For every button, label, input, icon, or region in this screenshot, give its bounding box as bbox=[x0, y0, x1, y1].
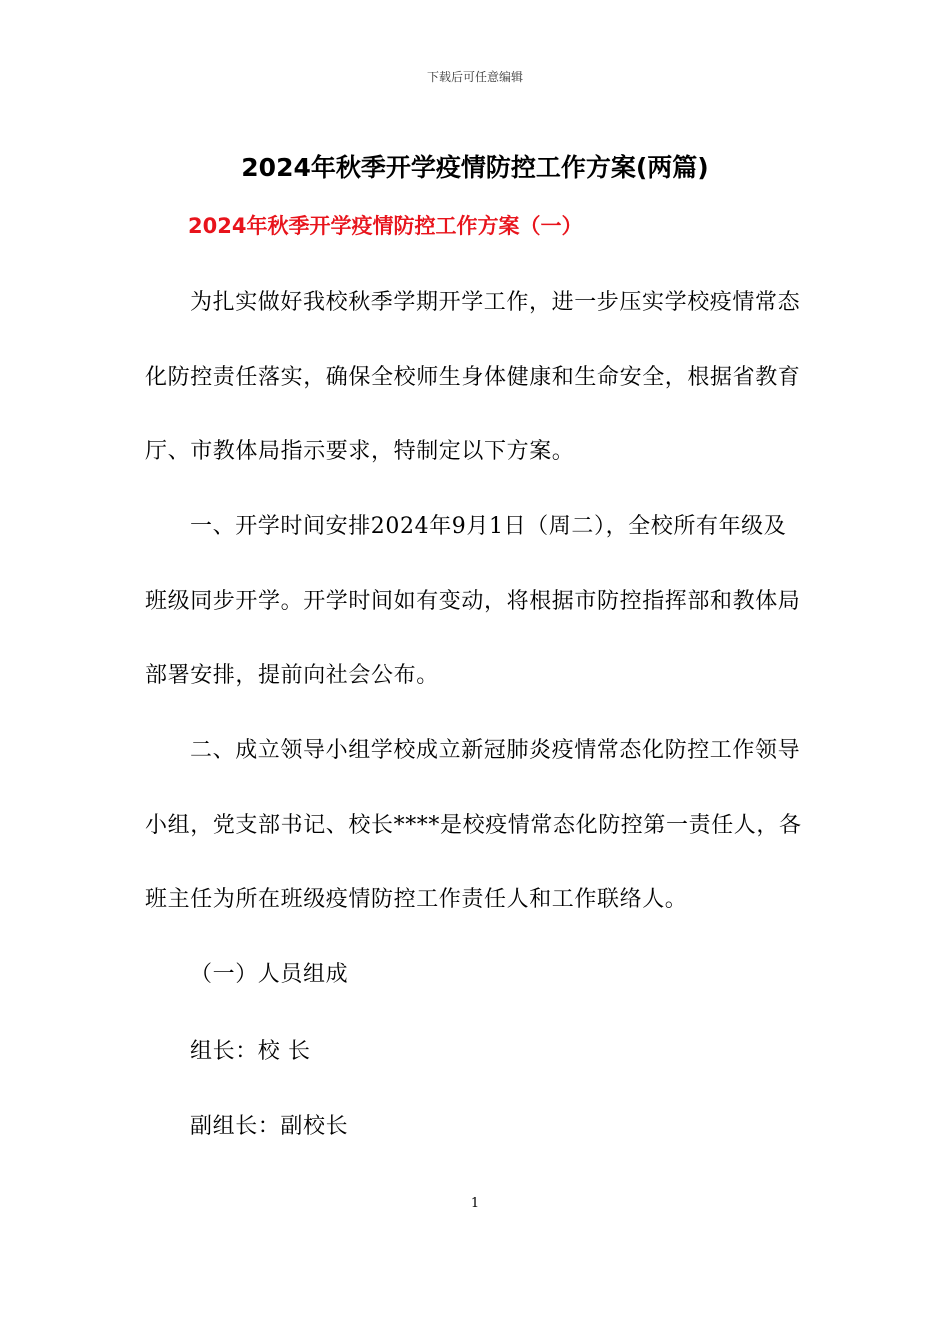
paragraph-line: 二、成立领导小组学校成立新冠肺炎疫情常态化防控工作领导 bbox=[190, 738, 801, 763]
paragraph-line: 班级同步开学。开学时间如有变动，将根据市防控指挥部和教体局 bbox=[145, 589, 801, 614]
page-number: 1 bbox=[470, 1196, 480, 1211]
list-item: 副组长：副校长 bbox=[190, 1114, 349, 1139]
section-title: 2024年秋季开学疫情防控工作方案（一） bbox=[188, 214, 583, 238]
paragraph-line: 部署安排，提前向社会公布。 bbox=[145, 663, 439, 688]
paragraph-line: 厅、市教体局指示要求，特制定以下方案。 bbox=[145, 439, 575, 464]
list-item: 组长：校 长 bbox=[190, 1039, 311, 1064]
header-note: 下载后可任意编辑 bbox=[426, 70, 523, 84]
paragraph-line: 化防控责任落实，确保全校师生身体健康和生命安全，根据省教育 bbox=[145, 365, 801, 390]
paragraph-line: 班主任为所在班级疫情防控工作责任人和工作联络人。 bbox=[145, 887, 688, 912]
paragraph-line: 为扎实做好我校秋季学期开学工作，进一步压实学校疫情常态 bbox=[190, 290, 801, 315]
paragraph-line: 一、开学时间安排2024年9月1日（周二），全校所有年级及 bbox=[190, 514, 787, 539]
document-title: 2024年秋季开学疫情防控工作方案(两篇) bbox=[241, 153, 709, 182]
paragraph-line: 小组，党支部书记、校长****是校疫情常态化防控第一责任人，各 bbox=[145, 813, 802, 838]
subsection-heading: （一）人员组成 bbox=[190, 962, 349, 987]
